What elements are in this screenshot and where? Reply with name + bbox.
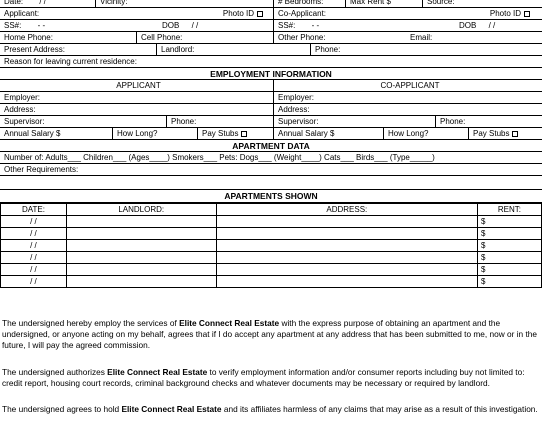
dob-field[interactable] — [158, 20, 273, 31]
co-supervisor-label: Supervisor: — [278, 117, 319, 126]
terms-paragraph-1 — [0, 318, 542, 351]
terms-paragraph-3 — [0, 404, 542, 415]
landlord-phone-field[interactable] — [310, 44, 542, 55]
co-pay-stubs-field[interactable] — [468, 128, 542, 139]
bedrooms-field[interactable] — [273, 0, 345, 7]
source-label: Source: — [427, 0, 455, 6]
apartment-date-cell[interactable]: / / — [1, 264, 67, 276]
other-requirements-field[interactable]: Other Requirements: — [4, 165, 79, 174]
employer-address-field[interactable] — [0, 104, 273, 115]
employer-address-row — [0, 104, 542, 116]
cell-phone-label: Cell Phone: — [141, 33, 183, 42]
supervisor-phone-field[interactable] — [166, 116, 273, 127]
date-field[interactable] — [0, 0, 95, 7]
employment-subhead-row — [0, 80, 542, 92]
apartments-shown-table — [0, 203, 542, 288]
co-applicant-field[interactable] — [273, 8, 473, 19]
bedrooms-label: # Bedrooms: — [278, 0, 324, 6]
email-label: Email: — [410, 33, 433, 42]
occupants-field[interactable]: Number of: Adults___ Children___ (Ages____) Smokers___ Pets: Dogs___ (Weight____) Cats___ Birds___ (Type_____) — [4, 153, 435, 162]
employer-row — [0, 92, 542, 104]
apartment-rent-cell[interactable]: $ — [478, 228, 542, 240]
ss-dob-row — [0, 20, 542, 32]
employment-co-applicant-head: CO-APPLICANT — [273, 80, 542, 91]
co-supervisor-field[interactable] — [273, 116, 435, 127]
home-phone-field[interactable] — [0, 32, 136, 43]
how-long-label: How Long? — [117, 129, 158, 138]
ss-field[interactable] — [0, 20, 140, 31]
company-name: Elite Connect Real Estate — [121, 404, 222, 414]
date-label: Date: — [4, 0, 24, 6]
email-field[interactable] — [406, 32, 542, 43]
address-row — [0, 44, 542, 56]
how-long-field[interactable] — [112, 128, 197, 139]
apartment-date-cell[interactable]: / / — [1, 228, 67, 240]
salary-field[interactable] — [0, 128, 112, 139]
home-phone-label: Home Phone: — [4, 33, 53, 42]
apartment-date-cell[interactable]: / / — [1, 252, 67, 264]
terms-p3-a: The undersigned agrees to hold — [2, 404, 122, 414]
apartment-landlord-cell[interactable] — [66, 252, 216, 264]
reason-label: Reason for leaving current residence: — [4, 57, 137, 66]
terms-p2-b: to verify employment information and/or consumer reports including buy not limited to: credit report, housing court records, criminal background checks and whatever documents may be necessary or required by landlord. — [2, 367, 525, 388]
other-phone-field[interactable] — [273, 32, 406, 43]
co-salary-label: Annual Salary $ — [278, 129, 335, 138]
apartment-landlord-cell[interactable] — [66, 228, 216, 240]
supervisor-row — [0, 116, 542, 128]
salary-row — [0, 128, 542, 140]
applicant-photo-id[interactable] — [200, 8, 273, 19]
apartment-rent-cell[interactable]: $ — [478, 276, 542, 288]
co-employer-address-field[interactable] — [273, 104, 542, 115]
apartment-landlord-cell[interactable] — [66, 216, 216, 228]
apartment-row — [1, 252, 542, 264]
top-row — [0, 0, 542, 8]
ss-dashes: - - — [37, 21, 46, 30]
supervisor-field[interactable] — [0, 116, 166, 127]
co-employer-address-label: Address: — [278, 105, 310, 114]
apartment-address-cell[interactable] — [216, 228, 477, 240]
apartment-rent-cell[interactable]: $ — [478, 240, 542, 252]
co-employer-field[interactable] — [273, 92, 542, 103]
applicant-label: Applicant: — [4, 9, 40, 18]
supervisor-phone-label: Phone: — [171, 117, 197, 126]
co-ss-field[interactable] — [273, 20, 443, 31]
co-supervisor-phone-field[interactable] — [435, 116, 542, 127]
present-address-field[interactable] — [0, 44, 156, 55]
co-pay-stubs-checkbox[interactable] — [512, 131, 518, 137]
co-pay-stubs-label: Pay Stubs — [473, 129, 510, 138]
company-name: Elite Connect Real Estate — [107, 367, 208, 377]
co-applicant-photo-id[interactable] — [473, 8, 542, 19]
co-salary-field[interactable] — [273, 128, 383, 139]
reason-field[interactable] — [0, 56, 542, 67]
vicinity-field[interactable] — [95, 0, 273, 7]
apartment-date-cell[interactable]: / / — [1, 240, 67, 252]
occupants-row — [0, 152, 542, 164]
pay-stubs-field[interactable] — [197, 128, 273, 139]
co-dob-field[interactable] — [455, 20, 542, 31]
col-landlord: LANDLORD: — [66, 204, 216, 216]
max-rent-field[interactable] — [345, 0, 422, 7]
landlord-phone-label: Phone: — [315, 45, 341, 54]
apartments-body — [1, 216, 542, 288]
company-name: Elite Connect Real Estate — [179, 318, 280, 328]
employment-title: EMPLOYMENT INFORMATION — [0, 68, 542, 80]
cell-phone-field[interactable] — [136, 32, 273, 43]
col-address: ADDRESS: — [216, 204, 477, 216]
landlord-field[interactable] — [156, 44, 310, 55]
dob-label: DOB — [162, 21, 180, 30]
photo-id-label: Photo ID — [222, 9, 254, 18]
applicant-field[interactable] — [0, 8, 200, 19]
co-dob-slashes: / / — [488, 21, 496, 30]
co-supervisor-phone-label: Phone: — [440, 117, 466, 126]
ss-label: SS#: — [4, 21, 22, 30]
vicinity-label: Vicinity: — [100, 0, 128, 6]
apartment-address-cell[interactable] — [216, 252, 477, 264]
apartment-landlord-cell[interactable] — [66, 240, 216, 252]
apartment-address-cell[interactable] — [216, 216, 477, 228]
col-date: DATE: — [1, 204, 67, 216]
apartment-rent-cell[interactable]: $ — [478, 264, 542, 276]
apartment-data-title: APARTMENT DATA — [0, 140, 542, 152]
apartment-row — [1, 264, 542, 276]
co-ss-label: SS#: — [278, 21, 296, 30]
apartment-address-cell[interactable] — [216, 276, 477, 288]
terms-p2-a: The undersigned authorizes — [2, 367, 108, 377]
employer-field[interactable] — [0, 92, 273, 103]
apartment-date-cell[interactable]: / / — [1, 216, 67, 228]
apartment-row — [1, 216, 542, 228]
apartment-landlord-cell[interactable] — [66, 276, 216, 288]
phone-row — [0, 32, 542, 44]
apartment-rent-cell[interactable]: $ — [478, 216, 542, 228]
co-ss-dashes: - - — [311, 21, 320, 30]
present-address-label: Present Address: — [4, 45, 65, 54]
terms-p3-b: and its affiliates harmless of any claims that may arise as a result of this investigation. — [221, 404, 538, 414]
apartment-date-cell[interactable]: / / — [1, 276, 67, 288]
employer-label: Employer: — [4, 93, 41, 102]
reason-row — [0, 56, 542, 68]
employer-address-label: Address: — [4, 105, 36, 114]
max-rent-label: Max Rent $ — [350, 0, 391, 6]
co-photo-id-checkbox[interactable] — [524, 11, 530, 17]
pay-stubs-label: Pay Stubs — [202, 129, 239, 138]
apartment-rent-cell[interactable]: $ — [478, 252, 542, 264]
apartment-row — [1, 228, 542, 240]
apartment-row — [1, 240, 542, 252]
supervisor-label: Supervisor: — [4, 117, 45, 126]
co-employer-label: Employer: — [278, 93, 315, 102]
col-rent: RENT: — [478, 204, 542, 216]
co-how-long-label: How Long? — [388, 129, 429, 138]
co-photo-id-label: Photo ID — [489, 9, 521, 18]
apartment-row — [1, 276, 542, 288]
date-slashes: / / — [39, 0, 47, 6]
apartment-address-cell[interactable] — [216, 264, 477, 276]
apartments-shown-title: APARTMENTS SHOWN — [0, 190, 542, 203]
apartment-address-cell[interactable] — [216, 240, 477, 252]
terms-paragraph-2 — [0, 367, 542, 389]
other-requirements-row — [0, 164, 542, 176]
co-applicant-label: Co-Applicant: — [278, 9, 327, 18]
apartment-landlord-cell[interactable] — [66, 264, 216, 276]
pay-stubs-checkbox[interactable] — [241, 131, 247, 137]
landlord-label: Landlord: — [161, 45, 195, 54]
other-phone-label: Other Phone: — [278, 33, 326, 42]
salary-label: Annual Salary $ — [4, 129, 61, 138]
co-how-long-field[interactable] — [383, 128, 468, 139]
apartments-header-row — [1, 204, 542, 216]
employment-applicant-head: APPLICANT — [116, 81, 161, 90]
applicant-row — [0, 8, 542, 20]
photo-id-checkbox[interactable] — [257, 11, 263, 17]
blank-row[interactable] — [0, 176, 542, 190]
source-field[interactable] — [422, 0, 542, 7]
terms-p1-b: with the express purpose of obtaining an apartment and the undersigned, or anyone acting on my behalf, agrees that if I do accept any apartment at any address that has been submitted to me, now or in the future, I will pay the agreed commission. — [2, 318, 538, 350]
terms-p1-a: The undersigned hereby employ the services of — [2, 318, 180, 328]
co-dob-label: DOB — [459, 21, 477, 30]
dob-slashes: / / — [191, 21, 199, 30]
